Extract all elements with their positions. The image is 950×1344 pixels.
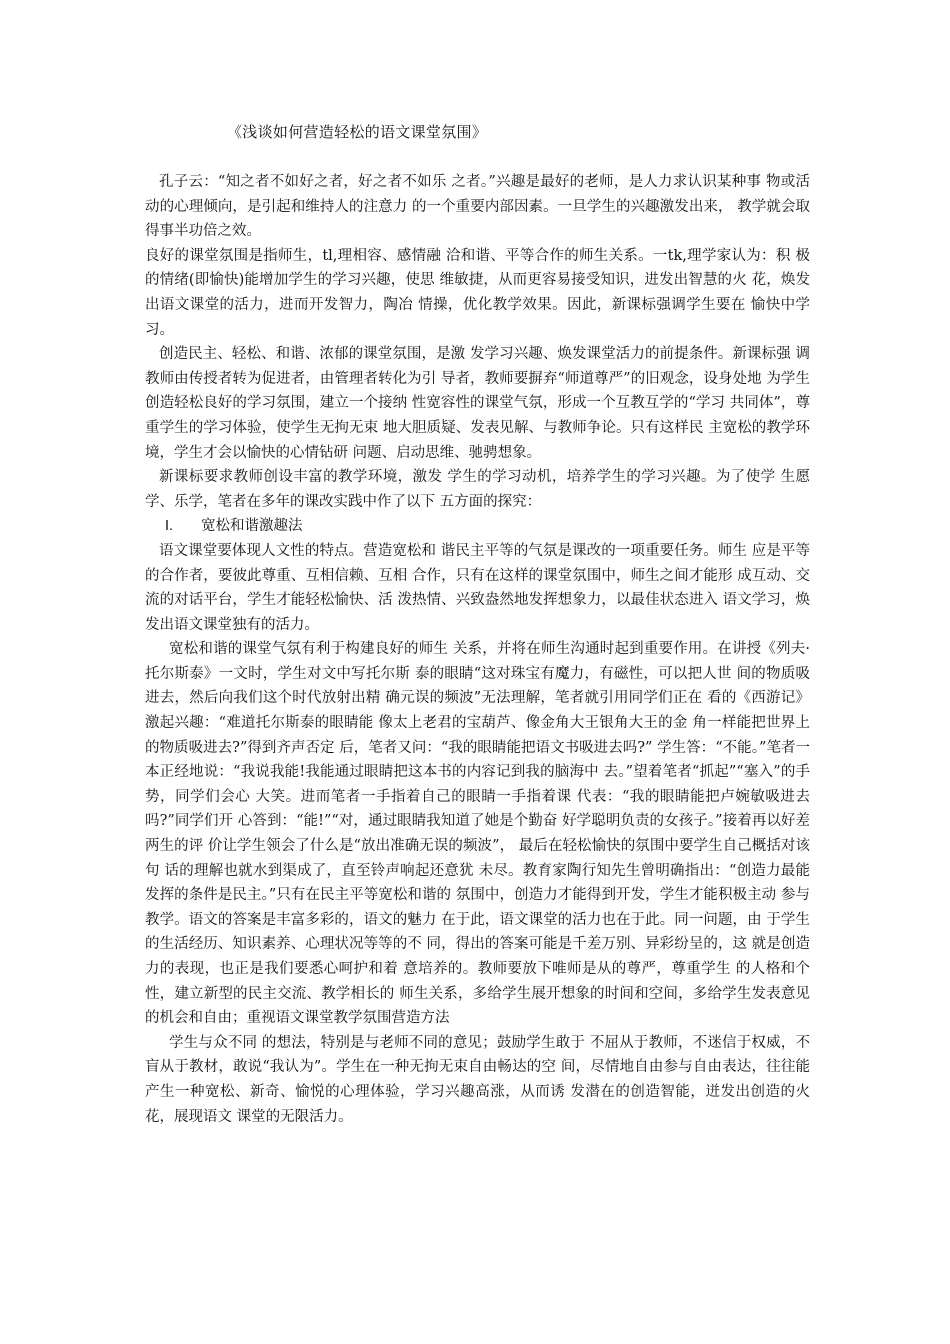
section-1-paragraph-3: 学生与众不同 的想法，特别是与老师不同的意见；鼓励学生敢于 不屈从于教师，不迷信于权威，不盲从于教材，敢说“我认为”。学生在一种无拘无束自由畅达的空 间，尽情地自由参与自由表达，往往能产生一种宽松、新奇、愉悦的心理体验，学习兴趣高涨，从而诱 发潜在的创造智能，迸发出创造的火花，展现语文 课堂的无限活力。 <box>145 1034 810 1125</box>
section-heading-text: 宽松和谐激趣法 <box>201 518 303 535</box>
section-heading-1 <box>145 514 810 539</box>
section-1-paragraph-1: 语文课堂要体现人文性的特点。营造宽松和 谐民主平等的气氛是课改的一项重要任务。师生 应是平等的合作者，要彼此尊重、互相信赖、互相 合作，只有在这样的课堂氛围中，师生之间才能形 成互动、交流的对话平台，学生才能轻松愉快、活 泼热情、兴致盎然地发挥想象力，以最佳状态进入 语文学习，焕发出语文课堂独有的活力。 <box>145 542 810 633</box>
paragraph-4: 新课标要求教师创设丰富的教学环境，激发 学生的学习动机，培养学生的学习兴趣。为了使学 生愿学、乐学，笔者在多年的课改实践中作了以下 五方面的探究： <box>145 469 810 510</box>
paragraph-2: 良好的课堂氛围是指师生，tl,理相容、感情融 洽和谐、平等合作的师生关系。一tk,理学家认为：积 极的情绪(即愉快)能增加学生的学习兴趣，使思 维敏捷，从而更容易接受知识，进发出智慧的火 花，焕发出语文课堂的活力，进而开发智力，陶冶 情操，优化教学效果。因此，新课标强调学生要在 愉快中学习。 <box>145 247 810 338</box>
paragraph-3: 创造民主、轻松、和谐、浓郁的课堂氛围，是激 发学习兴趣、焕发课堂活力的前提条件。新课标强 调教师由传授者转为促进者，由管理者转化为引 导者，教师要摒弃“师道尊严”的旧观念，设身处地 为学生创造轻松良好的学习氛围，建立一个接纳 性宽容性的课堂气氛，形成一个互教互学的“学习 共同体”，尊重学生的学习体验，使学生无拘无束 地大胆质疑、发表见解、与教师争论。只有这样民 主宽松的教学环境，学生才会以愉快的心情钻研 问题、启动思维、驰骋想象。 <box>145 346 810 461</box>
document-title: 《浅谈如何营造轻松的语文课堂氛围》 <box>227 123 488 141</box>
section-1-paragraph-2: 宽松和谐的课堂气氛有利于构建良好的师生 关系，并将在师生沟通时起到重要作用。在讲授《列夫·托尔斯泰》一文时，学生对文中写托尔斯 泰的眼睛“这对珠宝有魔力，有磁性，可以把人世 间的物质吸进去，然后向我们这个时代放射出精 确元误的频波”无法理解，笔者就引用同学们正在 看的《西游记》激起兴趣：“难道托尔斯泰的眼睛能 像太上老君的宝葫芦、像金角大王银角大王的金 角一样能把世界上的物质吸进去?”得到齐声否定 后，笔者又问：“我的眼睛能把语文书吸进去吗?” 学生答：“不能。”笔者一本正经地说：“我说我能!我能通过眼睛把这本书的内容记到我的脑海中 去。”望着笔者“抓起”“塞入”的手势，同学们会心 大笑。进而笔者一手指着自己的眼睛一手指着课 代表：“我的眼睛能把卢婉敏吸进去吗?”同学们开 心答到：“能!”“对，通过眼睛我知道了她是个勤奋 好学聪明负责的女孩子。”接着再以好差两生的评 价让学生领会了什么是“放出准确无误的频波”， 最后在轻松愉快的氛围中要学生自己概括对该句 话的理解也就水到渠成了，直至铃声响起还意犹 未尽。教育家陶行知先生曾明确指出：“创造力最能 发挥的条件是民主。”只有在民主平等宽松和谐的 氛围中，创造力才能得到开发，学生才能积极主动 参与教学。语文的答案是丰富多彩的，语文的魅力 在于此，语文课堂的活力也在于此。同一问题，由 于学生的生活经历、知识素养、心理状况等等的不 同，得出的答案可能是千差万别、异彩纷呈的，这 就是创造力的表现，也正是我们要悉心呵护和着 意培养的。教师要放下唯师是从的尊严，尊重学生 的人格和个性，建立新型的民主交流、教学相长的 师生关系，多给学生展开想象的时间和空间，多给学生发表意见的机会和自由；重视语文课堂教学氛围营造方法 <box>145 641 810 1027</box>
paragraph-1: 孔子云：“知之者不如好之者，好之者不如乐 之者。”兴趣是最好的老师，是人力求认识某种事 物或活动的心理倾向，是引起和维持人的注意力 的一个重要内部因素。一旦学生的兴趣激发出来， 教学就会取得事半功倍之效。 <box>145 174 810 240</box>
section-number: I. <box>165 518 174 535</box>
document-page <box>145 120 810 1129</box>
